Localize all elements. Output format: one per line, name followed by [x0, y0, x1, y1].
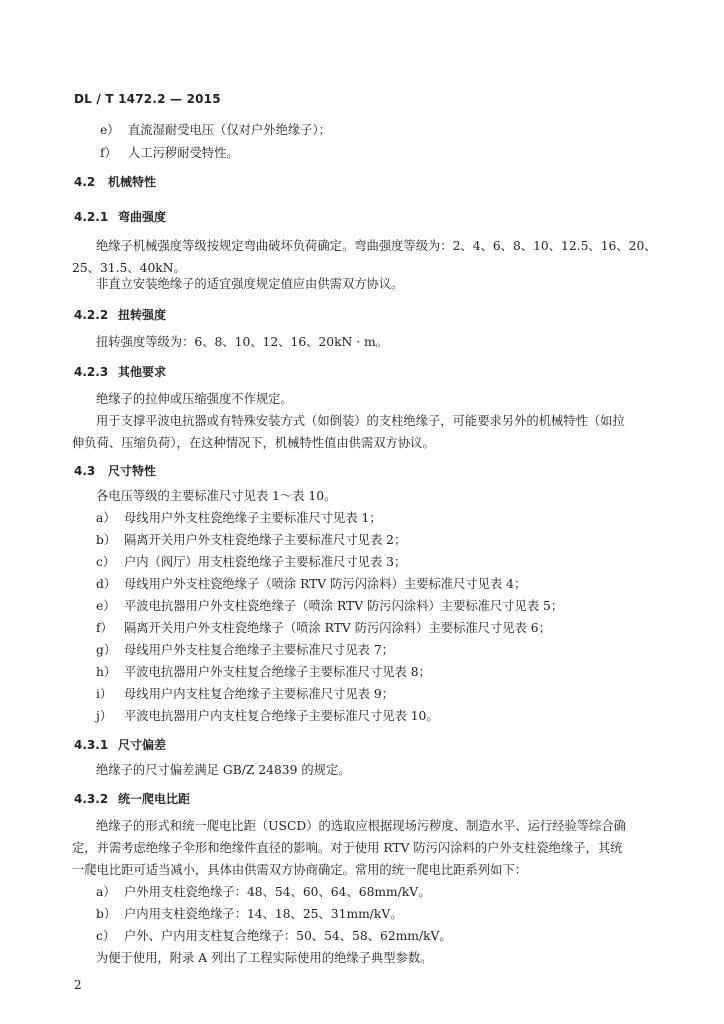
- paragraph-line: 绝缘子的拉伸或压缩强度不作规定。: [96, 392, 293, 406]
- list-item: b） 户内用支柱瓷绝缘子：14、18、25、31mm/kV。: [96, 907, 403, 921]
- paragraph-line: 一爬电比距可适当减小，具体由供需双方协商确定。常用的统一爬电比距系列如下：: [72, 863, 527, 877]
- section-heading-4-2-2: 4.2.2 扭转强度: [74, 308, 167, 322]
- list-item: c） 户外、户内用支柱复合绝缘子：50、54、58、62mm/kV。: [96, 929, 452, 943]
- list-item: h） 平波电抗器用户外支柱复合绝缘子主要标准尺寸见表 8；: [96, 665, 431, 679]
- section-heading-4-3-1: 4.3.1 尺寸偏差: [74, 738, 167, 752]
- section-heading-4-2-1: 4.2.1 弯曲强度: [74, 210, 167, 224]
- section-heading-4-2-3: 4.2.3 其他要求: [74, 365, 167, 379]
- section-heading-4-3-2: 4.3.2 统一爬电比距: [74, 792, 191, 806]
- section-heading-4-3: 4.3 尺寸特性: [74, 464, 157, 478]
- paragraph-line: 用于支撑平波电抗器或有特殊安装方式（如倒装）的支柱绝缘子，可能要求另外的机械特性（如拉: [96, 414, 625, 428]
- list-item: a） 户外用支柱瓷绝缘子：48、54、60、64、68mm/kV。: [96, 885, 431, 899]
- list-item: f） 人工污秽耐受特性。: [100, 146, 239, 160]
- paragraph-line: 扭转强度等级为：6、8、10、12、16、20kN · m。: [96, 335, 388, 349]
- paragraph-line: 定，并需考虑绝缘子伞形和绝缘件直径的影响。对于使用 RTV 防污闪涂料的户外支柱瓷绝缘子，其统: [72, 841, 623, 855]
- paragraph-line: 各电压等级的主要标准尺寸见表 1～表 10。: [96, 489, 337, 503]
- list-item: b） 隔离开关用户外支柱瓷绝缘子主要标准尺寸见表 2；: [96, 533, 407, 547]
- list-item: j） 平波电抗器用户内支柱复合绝缘子主要标准尺寸见表 10。: [96, 709, 439, 723]
- list-item: e） 平波电抗器用户外支柱瓷绝缘子（喷涂 RTV 防污闪涂料）主要标准尺寸见表 5；: [96, 599, 564, 613]
- list-item: g） 母线用户外支柱复合绝缘子主要标准尺寸见表 7；: [96, 643, 394, 657]
- standard-header: DL / T 1472.2 — 2015: [74, 92, 221, 106]
- page-number: 2: [74, 978, 82, 992]
- paragraph-line: 绝缘子的形式和统一爬电比距（USCD）的选取应根据现场污秽度、制造水平、运行经验等综合确: [96, 819, 626, 833]
- paragraph-line: 伸负荷、压缩负荷），在这种情况下，机械特性值由供需双方协议。: [72, 436, 435, 450]
- list-item: e） 直流湿耐受电压（仅对户外绝缘子）；: [100, 123, 331, 137]
- list-item: d） 母线用户外支柱瓷绝缘子（喷涂 RTV 防污闪涂料）主要标准尺寸见表 4；: [96, 577, 527, 591]
- paragraph-line: 绝缘子机械强度等级按规定弯曲破坏负荷确定。弯曲强度等级为：2、4、6、8、10、12.5、16、20、: [96, 239, 657, 253]
- paragraph-line: 绝缘子的尺寸偏差满足 GB/Z 24839 的规定。: [96, 763, 351, 777]
- section-heading-4-2: 4.2 机械特性: [74, 175, 157, 189]
- list-marker: f）: [100, 146, 117, 160]
- list-item: c） 户内（阀厅）用支柱瓷绝缘子主要标准尺寸见表 3；: [96, 555, 407, 569]
- list-marker: e）: [100, 123, 120, 137]
- paragraph-line: 为便于使用，附录 A 列出了工程实际使用的绝缘子典型参数。: [96, 951, 433, 965]
- list-item: f） 隔离开关用户外支柱瓷绝缘子（喷涂 RTV 防污闪涂料）主要标准尺寸见表 6；: [96, 621, 551, 635]
- paragraph-line: 非直立安装绝缘子的适宜强度规定值应由供需双方协议。: [96, 277, 404, 291]
- list-item: i） 母线用户内支柱复合绝缘子主要标准尺寸见表 9；: [96, 687, 394, 701]
- paragraph-line: 25、31.5、40kN。: [72, 261, 186, 275]
- list-item: a） 母线用户外支柱瓷绝缘子主要标准尺寸见表 1；: [96, 511, 382, 525]
